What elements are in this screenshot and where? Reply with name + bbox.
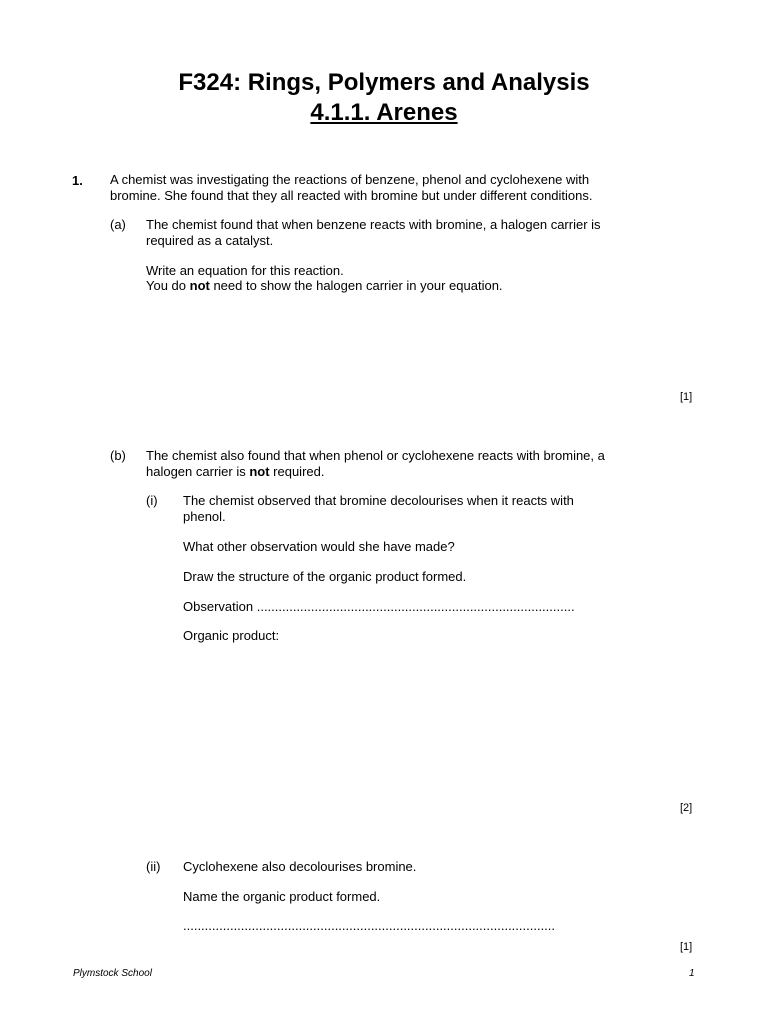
question-number: 1. — [72, 173, 83, 188]
part-b-line-2-post: required. — [269, 464, 325, 479]
part-a-line-4 — [146, 278, 503, 293]
part-b-line-2-pre: halogen carrier is — [146, 464, 250, 479]
sub-i-line-4: Draw the structure of the organic product formed. — [183, 569, 467, 584]
sub-ii-line-2: Name the organic product formed. — [183, 889, 381, 904]
sub-ii-mark: [1] — [680, 941, 693, 953]
sub-ii-label: (ii) — [146, 859, 161, 874]
part-a-mark: [1] — [680, 391, 693, 403]
observation-dots: ........................................................................................ — [256, 599, 575, 614]
sub-i-label: (i) — [146, 493, 158, 508]
part-b-label: (b) — [110, 448, 126, 463]
part-b-line-1: The chemist also found that when phenol or cyclohexene reacts with bromine, a — [146, 448, 605, 463]
part-a-line-4-pre: You do — [146, 278, 190, 293]
part-a-line-1: The chemist found that when benzene reacts with bromine, a halogen carrier is — [146, 217, 601, 232]
question-intro-line-2: bromine. She found that they all reacted with bromine but under different conditions. — [110, 188, 593, 203]
part-b-line-2-bold: not — [249, 464, 270, 479]
part-a-line-3: Write an equation for this reaction. — [146, 263, 344, 278]
sub-i-line-3: What other observation would she have made? — [183, 539, 455, 554]
page-subtitle: 4.1.1. Arenes — [310, 99, 458, 126]
part-a-line-4-bold: not — [189, 278, 210, 293]
page-title: F324: Rings, Polymers and Analysis — [178, 69, 590, 96]
part-b-line-2 — [146, 464, 324, 479]
observation-answer-line[interactable] — [183, 599, 575, 614]
organic-product-drawing-area[interactable] — [183, 650, 683, 790]
part-a-label: (a) — [110, 217, 126, 232]
sub-ii-line-1: Cyclohexene also decolourises bromine. — [183, 859, 417, 874]
organic-product-label: Organic product: — [183, 628, 280, 643]
footer-school: Plymstock School — [73, 968, 152, 979]
part-a-line-2: required as a catalyst. — [146, 233, 274, 248]
footer-page-number: 1 — [689, 968, 695, 979]
sub-i-mark: [2] — [680, 802, 693, 814]
sub-ii-answer-line[interactable]: ....................................................................................................... — [183, 918, 556, 933]
observation-label: Observation — [183, 599, 254, 614]
part-a-line-4-post: need to show the halogen carrier in your equation. — [209, 278, 503, 293]
sub-i-line-2: phenol. — [183, 509, 226, 524]
question-intro-line-1: A chemist was investigating the reactions of benzene, phenol and cyclohexene with — [110, 172, 590, 187]
sub-i-line-1: The chemist observed that bromine decolourises when it reacts with — [183, 493, 574, 508]
